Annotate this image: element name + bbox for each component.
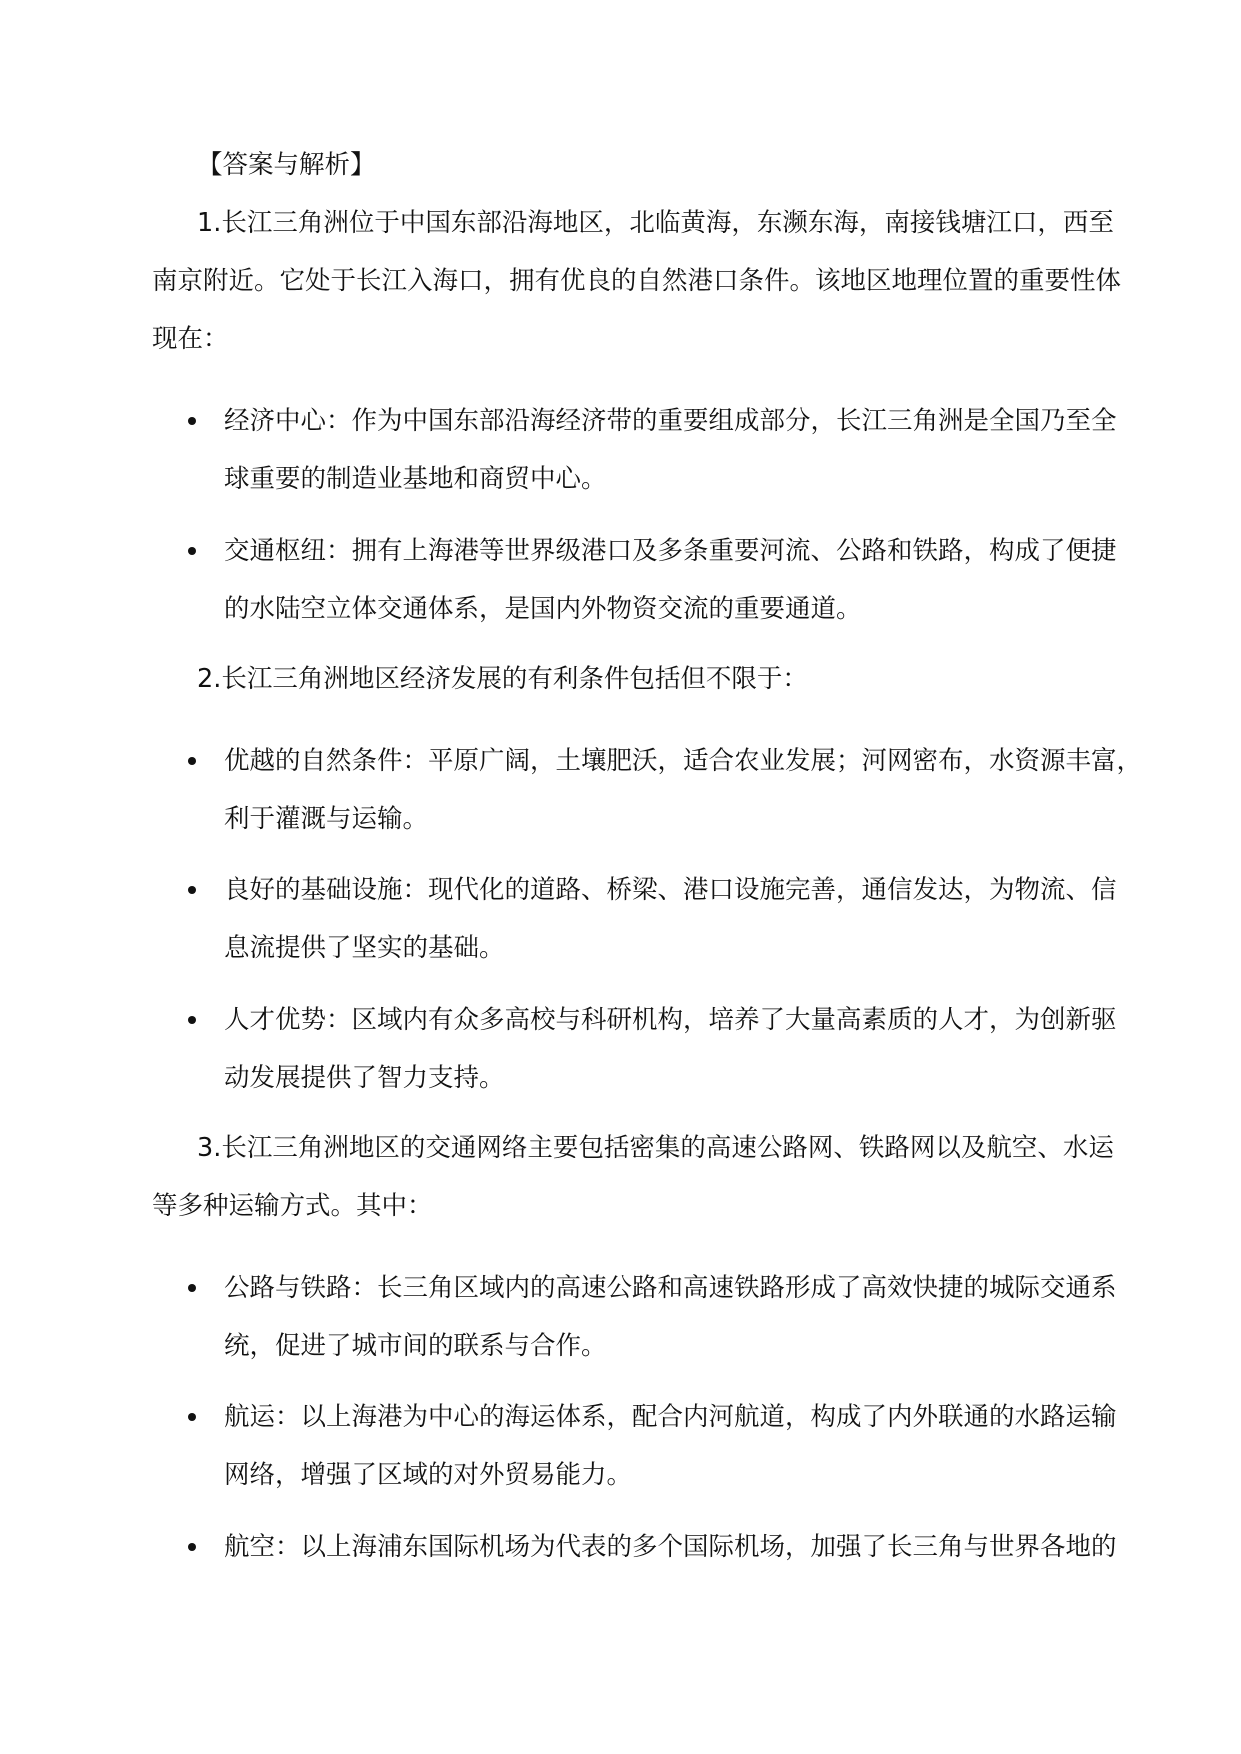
bullet-infrastructure-line-2: 息流提供了坚实的基础。 <box>224 933 505 963</box>
bullet-dot <box>188 1413 196 1421</box>
section-2-intro-line-1: 2.长江三角洲地区经济发展的有利条件包括但不限于： <box>197 664 808 694</box>
bullet-transport-hub-line-1: 交通枢纽：拥有上海港等世界级港口及多条重要河流、公路和铁路，构成了便捷 <box>224 536 1117 566</box>
section-3-intro-line-2: 等多种运输方式。其中： <box>152 1191 433 1221</box>
bullet-transport-hub-line-2: 的水陆空立体交通体系，是国内外物资交流的重要通道。 <box>224 594 862 624</box>
bullet-natural-conditions-line-2: 利于灌溉与运输。 <box>224 804 429 834</box>
bullet-road-rail-line-2: 统，促进了城市间的联系与合作。 <box>224 1331 607 1361</box>
bullet-economic-center-line-2: 球重要的制造业基地和商贸中心。 <box>224 464 607 494</box>
section-1-intro-line-3: 现在： <box>152 324 229 354</box>
bullet-dot <box>188 886 196 894</box>
bullet-dot <box>188 417 196 425</box>
bullet-talent-line-1: 人才优势：区域内有众多高校与科研机构，培养了大量高素质的人才，为创新驱 <box>224 1005 1117 1035</box>
bullet-talent-line-2: 动发展提供了智力支持。 <box>224 1063 505 1093</box>
bullet-dot <box>188 547 196 555</box>
bullet-shipping-line-2: 网络，增强了区域的对外贸易能力。 <box>224 1460 633 1490</box>
bullet-dot <box>188 1016 196 1024</box>
section-1-intro-line-2: 南京附近。它处于长江入海口，拥有优良的自然港口条件。该地区地理位置的重要性体 <box>152 266 1122 296</box>
bullet-economic-center-line-1: 经济中心：作为中国东部沿海经济带的重要组成部分，长江三角洲是全国乃至全 <box>224 406 1117 436</box>
answer-heading: 【答案与解析】 <box>197 150 376 180</box>
section-1-intro-line-1: 1.长江三角洲位于中国东部沿海地区，北临黄海，东濒东海，南接钱塘江口，西至 <box>197 208 1114 238</box>
bullet-infrastructure-line-1: 良好的基础设施：现代化的道路、桥梁、港口设施完善，通信发达，为物流、信 <box>224 875 1117 905</box>
bullet-dot <box>188 757 196 765</box>
bullet-aviation-line-1: 航空：以上海浦东国际机场为代表的多个国际机场，加强了长三角与世界各地的 <box>224 1532 1117 1562</box>
section-3-intro-line-1: 3.长江三角洲地区的交通网络主要包括密集的高速公路网、铁路网以及航空、水运 <box>197 1133 1114 1163</box>
bullet-shipping-line-1: 航运：以上海港为中心的海运体系，配合内河航道，构成了内外联通的水路运输 <box>224 1402 1117 1432</box>
bullet-dot <box>188 1284 196 1292</box>
bullet-road-rail-line-1: 公路与铁路：长三角区域内的高速公路和高速铁路形成了高效快捷的城际交通系 <box>224 1273 1117 1303</box>
bullet-natural-conditions-line-1: 优越的自然条件：平原广阔，土壤肥沃，适合农业发展；河网密布，水资源丰富， <box>224 746 1143 776</box>
bullet-dot <box>188 1543 196 1551</box>
